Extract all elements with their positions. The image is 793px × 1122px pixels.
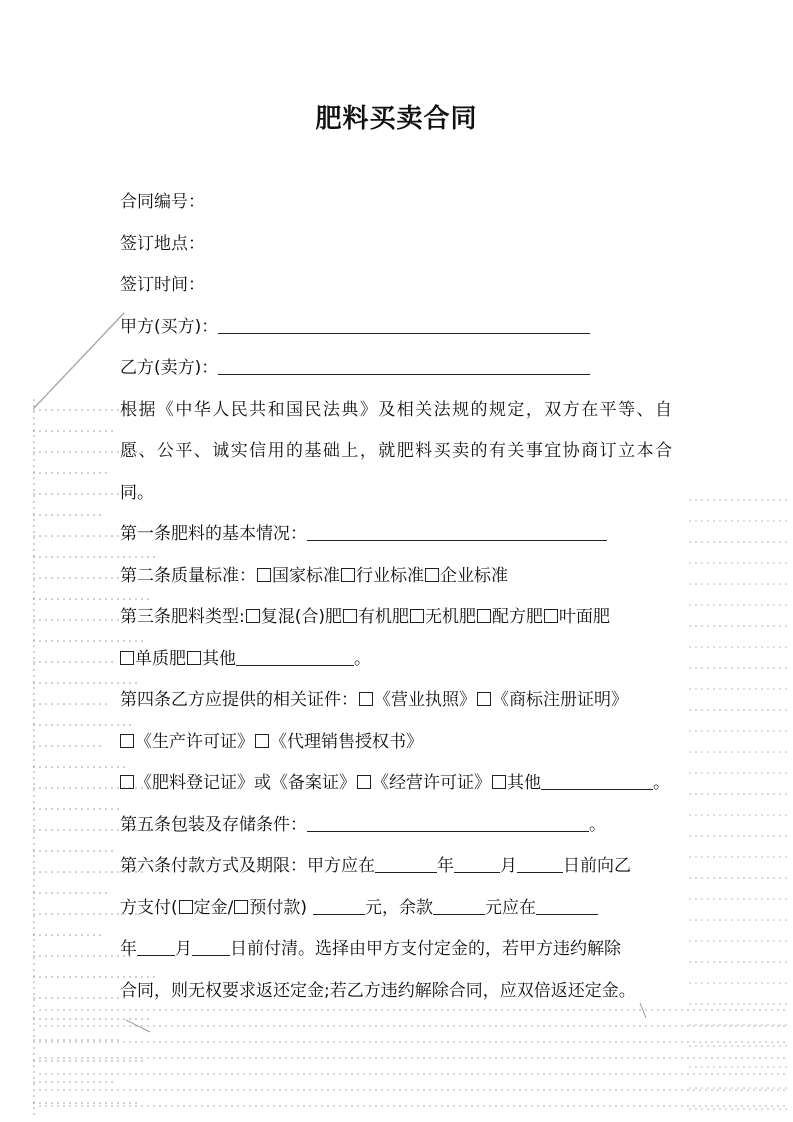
- clear-day-blank[interactable]: [192, 939, 230, 956]
- deposit-checkbox[interactable]: [179, 900, 193, 914]
- pay-before-label: 日前向乙: [563, 856, 631, 876]
- article-5-period: 。: [589, 815, 606, 835]
- foliar-fertilizer-checkbox[interactable]: [544, 609, 558, 623]
- article-4-line-3: [120, 772, 670, 794]
- sales-authorization-checkbox[interactable]: [255, 734, 269, 748]
- article-4-line-2: [120, 731, 423, 753]
- article-4-line: [120, 689, 628, 711]
- production-license-checkbox[interactable]: [120, 734, 134, 748]
- article-3-label: 第三条肥料类型:: [120, 607, 245, 627]
- article-2-label: 第二条质量标准：: [120, 566, 256, 586]
- enterprise-standard-label: 企业标准: [440, 566, 508, 586]
- party-a-label: 甲方(买方)：: [120, 317, 219, 337]
- prepayment-label: 预付款): [249, 898, 308, 918]
- enterprise-standard-checkbox[interactable]: [425, 568, 439, 582]
- article-2-line: [120, 565, 508, 587]
- party-b-line: [120, 357, 590, 379]
- article-6-label: 第六条付款方式及期限：甲方应在: [120, 856, 375, 876]
- compound-fertilizer-checkbox[interactable]: [246, 609, 260, 623]
- trademark-cert-checkbox[interactable]: [477, 692, 491, 706]
- sign-place-line: [120, 233, 205, 255]
- balance-due-label: 元应在: [485, 898, 537, 918]
- business-license-label: 《营业执照》: [374, 690, 476, 710]
- sign-place-label: 签订地点：: [120, 234, 205, 254]
- trademark-cert-label: 《商标注册证明》: [492, 690, 628, 710]
- article-6-line: [120, 855, 631, 877]
- preamble-line-2: 愿、公平、诚实信用的基础上，就肥料买卖的有关事宜协商订立本合: [120, 441, 672, 461]
- pay-month-label: 月: [500, 856, 517, 876]
- party-b-blank[interactable]: [218, 358, 590, 375]
- article-6-line-2: [120, 897, 598, 919]
- deposit-amount-blank[interactable]: [313, 898, 365, 915]
- deposit-label: 定金/: [193, 898, 234, 918]
- industry-standard-label: 行业标准: [356, 566, 424, 586]
- other-type-blank[interactable]: [236, 649, 354, 666]
- other-type-checkbox[interactable]: [187, 651, 201, 665]
- operation-license-label: 《经营许可证》: [372, 773, 491, 793]
- business-license-checkbox[interactable]: [359, 692, 373, 706]
- article-4-period: 。: [653, 773, 670, 793]
- clear-month-label: 月: [175, 939, 192, 959]
- organic-fertilizer-checkbox[interactable]: [343, 609, 357, 623]
- clear-month-blank[interactable]: [137, 939, 175, 956]
- organic-fertilizer-label: 有机肥: [358, 607, 409, 627]
- inorganic-fertilizer-checkbox[interactable]: [410, 609, 424, 623]
- pay-year-blank[interactable]: [375, 856, 437, 873]
- preamble-line-1: 根据《中华人民共和国民法典》及相关法规的规定，双方在平等、自: [120, 400, 672, 420]
- clear-year-label: 年: [120, 939, 137, 959]
- formula-fertilizer-checkbox[interactable]: [477, 609, 491, 623]
- contract-number-line: [120, 191, 205, 213]
- article-4-label: 第四条乙方应提供的相关证件：: [120, 690, 358, 710]
- pay-month-blank[interactable]: [454, 856, 500, 873]
- article-5-blank[interactable]: [307, 815, 589, 832]
- pay-year-label: 年: [437, 856, 454, 876]
- other-cert-checkbox[interactable]: [492, 775, 506, 789]
- yuan-balance-label: 元，余款: [365, 898, 434, 918]
- other-cert-label: 其他: [507, 773, 541, 793]
- document-title: 肥料买卖合同: [315, 104, 478, 134]
- production-license-label: 《生产许可证》: [135, 732, 254, 752]
- operation-license-checkbox[interactable]: [357, 775, 371, 789]
- single-fertilizer-label: 单质肥: [135, 649, 186, 669]
- sales-authorization-label: 《代理销售授权书》: [270, 732, 423, 752]
- contract-number-label: 合同编号：: [120, 192, 205, 212]
- party-a-blank[interactable]: [218, 317, 590, 334]
- foliar-fertilizer-label: 叶面肥: [559, 607, 610, 627]
- prepayment-checkbox[interactable]: [234, 900, 248, 914]
- party-b-label: 乙方(卖方)：: [120, 358, 219, 378]
- other-cert-blank[interactable]: [541, 773, 653, 790]
- article-1-line: [120, 523, 607, 545]
- article-5-line: [120, 814, 606, 836]
- balance-year-blank[interactable]: [536, 898, 598, 915]
- article-6-line-3: [120, 938, 621, 960]
- formula-fertilizer-label: 配方肥: [492, 607, 543, 627]
- pay-day-blank[interactable]: [517, 856, 563, 873]
- sign-time-line: [120, 274, 205, 296]
- pay-label: 方支付(: [120, 898, 178, 918]
- national-standard-label: 国家标准: [272, 566, 340, 586]
- article-3-line-2: [120, 648, 371, 670]
- sign-time-label: 签订时间：: [120, 275, 205, 295]
- national-standard-checkbox[interactable]: [257, 568, 271, 582]
- industry-standard-checkbox[interactable]: [341, 568, 355, 582]
- party-a-line: [120, 316, 590, 338]
- article-1-blank[interactable]: [307, 524, 607, 541]
- article-1-label: 第一条肥料的基本情况：: [120, 524, 307, 544]
- article-3-line: [120, 606, 610, 628]
- article-5-label: 第五条包装及存储条件：: [120, 815, 307, 835]
- balance-amount-blank[interactable]: [433, 898, 485, 915]
- article-6-line-4: 合同，则无权要求返还定金;若乙方违约解除合同，应双倍返还定金。: [120, 981, 636, 1001]
- registration-cert-label: 《肥料登记证》或《备案证》: [135, 773, 356, 793]
- inorganic-fertilizer-label: 无机肥: [425, 607, 476, 627]
- registration-cert-checkbox[interactable]: [120, 775, 134, 789]
- compound-fertilizer-label: 复混(合)肥: [260, 607, 342, 627]
- article-3-period: 。: [354, 649, 371, 669]
- single-fertilizer-checkbox[interactable]: [120, 651, 134, 665]
- preamble-line-3: 同。: [120, 483, 154, 503]
- clear-text: 日前付清。选择由甲方支付定金的，若甲方违约解除: [230, 939, 621, 959]
- other-type-label: 其他: [202, 649, 236, 669]
